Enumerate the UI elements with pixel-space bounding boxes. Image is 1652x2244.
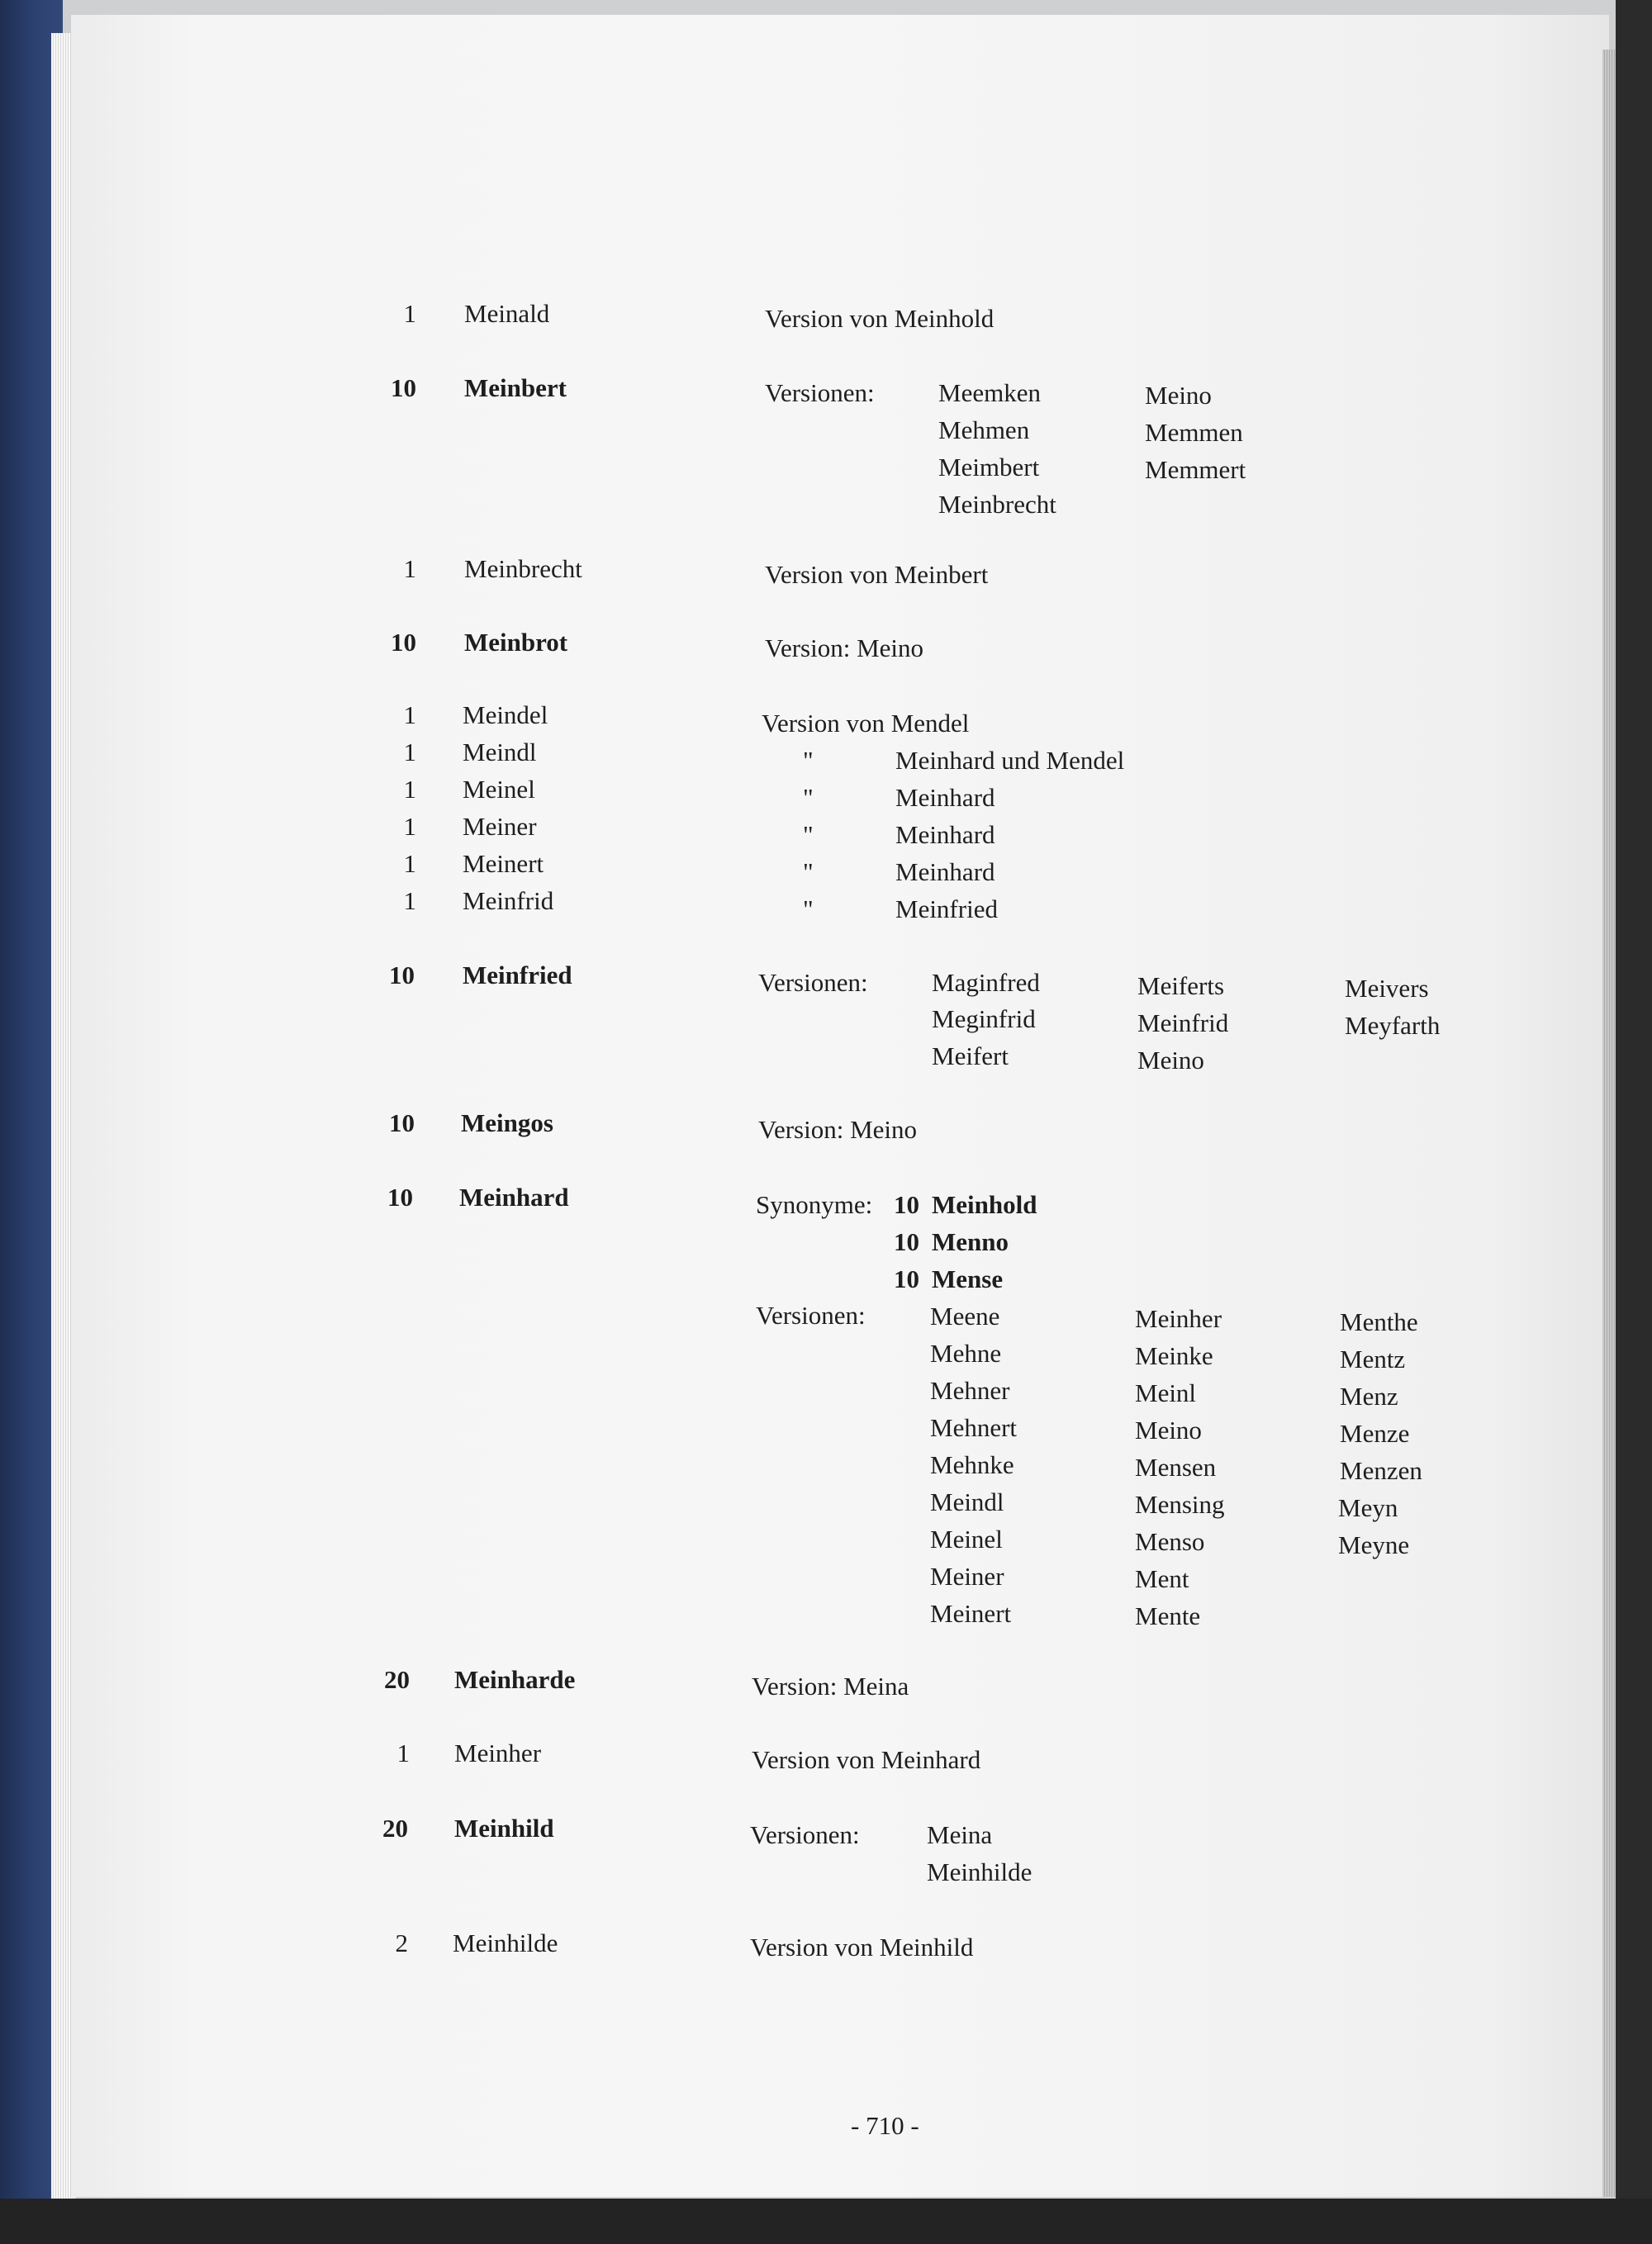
version-item: Meinke (1135, 1341, 1213, 1370)
entry-name: Meiner (463, 812, 537, 841)
version-item: Meina (927, 1820, 993, 1849)
entry-code: 1 (403, 554, 416, 583)
entry-name: Meinfrid (463, 886, 554, 915)
entry-code: 1 (403, 738, 416, 766)
entry-text: Version von Meinhold (765, 304, 995, 333)
entry-code: 1 (403, 775, 416, 804)
entry-code: 1 (403, 812, 416, 841)
version-item: Mensen (1135, 1453, 1217, 1482)
entry-name: Meindl (463, 738, 537, 766)
entry-text: Version: Meino (765, 633, 924, 662)
version-item: Meinbrecht (938, 490, 1056, 519)
entry-code: 20 (384, 1665, 410, 1694)
version-item: Meinl (1135, 1378, 1197, 1407)
entry-code: 1 (403, 299, 416, 328)
entry-name: Meinert (463, 849, 544, 878)
version-item: Menso (1135, 1527, 1205, 1556)
version-item: Ment (1135, 1564, 1189, 1593)
version-item: Meinel (930, 1525, 1003, 1554)
entry-label: Versionen: (758, 968, 868, 997)
ditto-mark: " (803, 820, 814, 849)
entry-name: Meindel (463, 700, 548, 729)
entry-code: 10 (389, 961, 415, 989)
entry-code: 1 (396, 1739, 410, 1767)
entry-code: 10 (387, 1183, 413, 1212)
version-item: Mente (1135, 1601, 1201, 1630)
entry-text: Version von Meinbert (765, 560, 989, 589)
version-item: Meino (1137, 1046, 1204, 1075)
version-item: Meinert (930, 1599, 1012, 1628)
background-right (1616, 0, 1652, 2244)
entry-label: Versionen: (750, 1820, 860, 1849)
version-item: Meino (1135, 1416, 1202, 1445)
entry-name: Meinfried (463, 961, 572, 989)
book-page (71, 15, 1609, 2197)
entry-code: 2 (395, 1929, 408, 1957)
entry-text: Meinhard (895, 783, 995, 812)
entry-code: 10 (391, 628, 416, 657)
entry-name: Meingos (461, 1108, 553, 1137)
version-item: Memmen (1145, 418, 1243, 447)
version-item: Mentz (1340, 1345, 1406, 1373)
background-bottom (0, 2199, 1652, 2244)
entry-name: Meinald (464, 299, 550, 328)
entry-text: Version von Meinhard (752, 1745, 981, 1774)
versions-label: Versionen: (756, 1301, 866, 1330)
version-item: Menzen (1340, 1456, 1422, 1485)
entry-text: Version von Meinhild (750, 1933, 974, 1962)
synonym-code: 10 (894, 1264, 919, 1293)
ditto-mark: " (803, 857, 814, 886)
entry-text: Meinfried (895, 894, 998, 923)
version-item: Meginfrid (932, 1004, 1036, 1033)
page-number: - 710 - (851, 2111, 919, 2140)
synonym-name: Menno (932, 1227, 1009, 1256)
version-item: Meindl (930, 1487, 1004, 1516)
entry-name: Meinel (463, 775, 535, 804)
version-item: Menz (1340, 1382, 1398, 1411)
ditto-mark: " (803, 783, 814, 812)
entry-code: 1 (403, 886, 416, 915)
version-item: Meivers (1345, 974, 1429, 1003)
version-item: Menthe (1340, 1307, 1418, 1336)
version-item: Meyne (1338, 1530, 1410, 1559)
synonym-code: 10 (894, 1227, 919, 1256)
version-item: Mehnert (930, 1413, 1018, 1442)
entry-name: Meinhilde (453, 1929, 558, 1957)
entry-name: Meinhard (459, 1183, 569, 1212)
version-item: Maginfred (932, 968, 1040, 997)
version-item: Mehnke (930, 1450, 1014, 1479)
version-item: Memmert (1145, 455, 1246, 484)
version-item: Meimbert (938, 453, 1040, 482)
version-item: Meinfrid (1137, 1008, 1229, 1037)
version-item: Meinhilde (927, 1857, 1032, 1886)
version-item: Meyn (1338, 1493, 1398, 1522)
version-item: Mensing (1135, 1490, 1225, 1519)
synonym-name: Mense (932, 1264, 1004, 1293)
ditto-mark: " (803, 894, 814, 923)
entry-name: Meinbert (464, 373, 567, 402)
version-item: Mehne (930, 1339, 1002, 1368)
version-item: Meiner (930, 1562, 1004, 1591)
version-item: Meinher (1135, 1304, 1222, 1333)
version-item: Meyfarth (1345, 1011, 1441, 1040)
entry-name: Meinher (454, 1739, 542, 1767)
version-item: Meifert (932, 1041, 1009, 1070)
version-item: Meemken (938, 378, 1041, 407)
synonym-code: 10 (894, 1190, 919, 1219)
version-item: Meiferts (1137, 971, 1225, 1000)
version-item: Mehmen (938, 415, 1030, 444)
entry-text: Meinhard (895, 820, 995, 849)
entry-code: 10 (389, 1108, 415, 1137)
entry-code: 1 (403, 849, 416, 878)
version-item: Mehner (930, 1376, 1010, 1405)
entry-name: Meinbrecht (464, 554, 582, 583)
entry-code: 1 (403, 700, 416, 729)
entry-text: Version von Mendel (762, 709, 970, 738)
version-item: Meino (1145, 381, 1212, 410)
version-item: Menze (1340, 1419, 1410, 1448)
synonym-label: Synonyme: (756, 1190, 873, 1219)
entry-text: Version: Meina (752, 1672, 909, 1701)
entry-code: 20 (382, 1814, 408, 1843)
entry-label: Versionen: (765, 378, 875, 407)
version-item: Meene (930, 1302, 1000, 1331)
entry-code: 10 (391, 373, 416, 402)
entry-name: Meinbrot (464, 628, 568, 657)
entry-name: Meinharde (454, 1665, 576, 1694)
synonym-name: Meinhold (932, 1190, 1037, 1219)
entry-text: Meinhard (895, 857, 995, 886)
ditto-mark: " (803, 746, 814, 775)
entry-text: Meinhard und Mendel (895, 746, 1125, 775)
entry-text: Version: Meino (758, 1115, 918, 1144)
entry-name: Meinhild (454, 1814, 554, 1843)
